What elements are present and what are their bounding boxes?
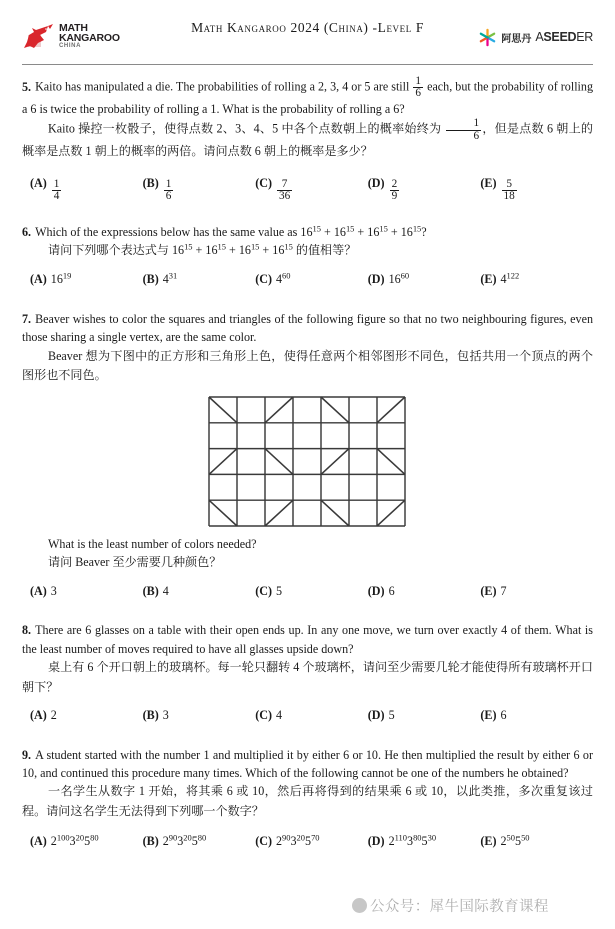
option-value: 5 bbox=[388, 708, 395, 723]
option-value bbox=[389, 832, 436, 850]
term-base: 2 bbox=[162, 833, 169, 848]
aseeder-seed: SEED bbox=[543, 30, 577, 44]
fraction-denominator: 4 bbox=[53, 190, 60, 203]
term-base: 5 bbox=[305, 833, 312, 848]
question-5-options bbox=[22, 174, 593, 203]
option-label: (C) bbox=[255, 833, 272, 848]
option-base: 4 bbox=[500, 271, 507, 286]
option-label: (E) bbox=[480, 708, 497, 723]
option-value bbox=[276, 832, 320, 850]
option-value: 4 bbox=[275, 708, 283, 723]
option-label: (E) bbox=[480, 833, 497, 848]
question-6 bbox=[22, 223, 593, 288]
term-exponent: 80 bbox=[90, 832, 99, 843]
term-base: 5 bbox=[515, 833, 522, 848]
option-value: 6 bbox=[388, 583, 395, 598]
option-c[interactable] bbox=[255, 832, 368, 850]
option-b[interactable] bbox=[143, 270, 256, 288]
option-exponent: 60 bbox=[282, 270, 291, 281]
term-base: 3 bbox=[407, 833, 414, 848]
option-d[interactable] bbox=[368, 582, 481, 600]
term-exponent: 100 bbox=[56, 832, 70, 843]
question-7-number: 7. bbox=[22, 312, 32, 327]
option-base: 16 bbox=[388, 271, 401, 286]
grid-diagonals bbox=[209, 397, 405, 526]
option-label: (D) bbox=[367, 175, 385, 190]
fraction-numerator: 1 bbox=[53, 177, 60, 190]
logo-line-math: MATH bbox=[59, 22, 88, 35]
question-7-options bbox=[22, 582, 593, 600]
watermark bbox=[352, 895, 549, 916]
grid-figure bbox=[208, 396, 407, 527]
question-7-en-text: Beaver wishes to color the squares and triangles of the following figure so that no two neighbouring figures, even those sharing a single vertex, are the same color. bbox=[22, 312, 593, 345]
option-value: 5 bbox=[275, 583, 283, 598]
fraction-numerator: 1 bbox=[165, 177, 172, 190]
term-exponent: 110 bbox=[394, 832, 408, 843]
term-exponent: 50 bbox=[506, 832, 516, 843]
question-6-en-text: Which of the expressions below has the same value as $16^{15} + 16^{15} + 16^{15} + 16^{15}$? bbox=[35, 223, 427, 239]
option-value: 6 bbox=[500, 708, 507, 723]
page-title: Math Kangaroo 2024 (China) -Level F bbox=[191, 20, 424, 35]
option-d[interactable] bbox=[368, 706, 481, 724]
option-value bbox=[276, 270, 291, 288]
option-b[interactable] bbox=[143, 832, 256, 850]
aseeder-star-icon bbox=[478, 28, 497, 47]
fraction-numerator: 5 bbox=[506, 177, 512, 190]
option-exponent: 31 bbox=[168, 270, 178, 281]
option-value: 7 bbox=[500, 583, 507, 598]
term-exponent: 90 bbox=[282, 832, 291, 843]
aseeder-er: ER bbox=[576, 30, 593, 44]
fraction-numerator: 1 bbox=[473, 117, 480, 130]
option-label: (C) bbox=[255, 175, 272, 190]
option-label: (A) bbox=[30, 175, 47, 190]
option-value bbox=[52, 179, 62, 203]
page-header bbox=[22, 0, 593, 60]
option-label: (B) bbox=[142, 583, 159, 598]
term-base: 3 bbox=[290, 833, 297, 848]
option-label: (A) bbox=[30, 271, 47, 286]
term-exponent: 80 bbox=[197, 832, 207, 843]
question-5 bbox=[22, 76, 593, 203]
term-base: 3 bbox=[69, 833, 76, 848]
question-7-english bbox=[22, 310, 593, 347]
math-kangaroo-wordmark bbox=[59, 24, 120, 50]
question-5-cn-part2: ，但是点数 6 朝上的概率是点数 1 朝上的概率的两倍。请问点数 6 朝上的概率是多少？ bbox=[22, 121, 593, 159]
question-9-en-text: A student started with the number 1 and multiplied it by either 6 or 10. He then multiplied the result by either 6 or 10, and continued this procedure many times. Which of the following cannot be one of the numbers he obtained? bbox=[22, 747, 593, 780]
term-base: 2 bbox=[500, 833, 507, 848]
option-a[interactable] bbox=[30, 832, 143, 850]
logo-line-china: CHINA bbox=[59, 43, 81, 50]
option-label: (E) bbox=[480, 271, 497, 286]
option-value bbox=[164, 179, 174, 203]
option-d[interactable] bbox=[368, 174, 481, 203]
question-6-english bbox=[22, 223, 593, 241]
fraction-denominator: 18 bbox=[503, 190, 515, 203]
fraction-numerator: 7 bbox=[281, 177, 288, 190]
option-a[interactable] bbox=[30, 582, 143, 600]
term-base: 2 bbox=[388, 833, 395, 848]
question-5-cn-part1: Kaito 操控一枚骰子，使得点数 2、3、4、5 中各个点数朝上的概率始终为 bbox=[48, 121, 445, 136]
fraction-denominator: 6 bbox=[165, 190, 172, 203]
option-label: (C) bbox=[255, 708, 272, 723]
option-label: (D) bbox=[367, 583, 385, 598]
option-value: 3 bbox=[162, 708, 169, 723]
option-label: (E) bbox=[480, 583, 497, 598]
question-5-cn-fraction bbox=[446, 118, 482, 142]
option-label: (A) bbox=[30, 833, 47, 848]
option-value bbox=[389, 270, 410, 288]
option-value bbox=[163, 832, 207, 850]
option-value bbox=[502, 179, 517, 203]
option-label: (B) bbox=[142, 708, 159, 723]
option-label: (D) bbox=[367, 708, 385, 723]
option-exponent: 19 bbox=[62, 270, 72, 281]
question-8 bbox=[22, 621, 593, 724]
logo-line-kangaroo: KANGAROO bbox=[59, 31, 120, 44]
question-5-en-part1: Kaito has manipulated a die. The probabilities of rolling a 2, 3, 4 or 5 are still bbox=[35, 79, 413, 94]
wechat-icon bbox=[352, 898, 367, 913]
option-c[interactable] bbox=[255, 706, 368, 724]
option-value: 4 bbox=[162, 583, 169, 598]
option-value bbox=[51, 270, 72, 288]
option-base: 4 bbox=[275, 271, 283, 286]
option-label: (C) bbox=[255, 583, 272, 598]
option-base: 4 bbox=[162, 271, 169, 286]
option-value bbox=[163, 270, 178, 288]
question-7-chinese: Beaver 想为下图中的正方形和三角形上色，使得任意两个相邻图形不同色，包括共用一个顶点的两个图形也不同色。 bbox=[22, 348, 593, 383]
option-c[interactable] bbox=[255, 270, 368, 288]
question-5-en-fraction bbox=[413, 76, 423, 100]
term-exponent: 20 bbox=[183, 832, 192, 843]
option-e[interactable] bbox=[480, 582, 593, 600]
question-5-number: 5. bbox=[22, 79, 32, 94]
option-value bbox=[501, 832, 530, 850]
question-6-options bbox=[22, 270, 593, 288]
option-value bbox=[277, 179, 292, 203]
term-exponent: 70 bbox=[311, 832, 320, 843]
term-exponent: 20 bbox=[75, 832, 85, 843]
term-base: 2 bbox=[275, 833, 283, 848]
math-kangaroo-logo bbox=[22, 23, 162, 51]
option-b[interactable] bbox=[143, 174, 256, 203]
option-b[interactable] bbox=[143, 706, 256, 724]
question-6-number: 6. bbox=[22, 224, 32, 239]
option-e[interactable] bbox=[480, 832, 593, 850]
question-9-english bbox=[22, 746, 593, 783]
option-label: (B) bbox=[142, 271, 159, 286]
option-e[interactable] bbox=[480, 706, 593, 724]
term-base: 5 bbox=[191, 833, 198, 848]
question-6-chinese bbox=[22, 241, 593, 261]
option-c[interactable] bbox=[255, 582, 368, 600]
kangaroo-icon bbox=[22, 23, 56, 51]
option-label: (D) bbox=[367, 271, 385, 286]
option-value bbox=[501, 270, 520, 288]
fraction-denominator: 36 bbox=[278, 190, 291, 203]
question-6-cn-text: 请问下列哪个表达式与 $16^{15} + 16^{15} + 16^{15} + 16^{15}$ 的值相等？ bbox=[48, 241, 357, 258]
term-exponent: 20 bbox=[296, 832, 306, 843]
option-b[interactable] bbox=[143, 582, 256, 600]
aseeder-english-name bbox=[535, 30, 593, 44]
option-label: (D) bbox=[367, 833, 385, 848]
question-5-en-part2: each, but the probability of rolling a 6 is twice the probability of rolling a 1. What is the probability of rolling a 6? bbox=[22, 79, 594, 116]
term-base: 3 bbox=[177, 833, 184, 848]
option-exponent: 60 bbox=[400, 270, 410, 281]
question-8-number: 8. bbox=[22, 623, 32, 638]
aseeder-a: A bbox=[535, 30, 544, 44]
option-label: (A) bbox=[30, 708, 47, 723]
question-8-english bbox=[22, 621, 593, 658]
option-a[interactable] bbox=[30, 706, 143, 724]
fraction-denominator: 9 bbox=[391, 190, 398, 203]
option-label: (C) bbox=[255, 271, 272, 286]
option-base: 16 bbox=[50, 271, 63, 286]
aseeder-chinese-name: 阿思丹 bbox=[501, 33, 532, 45]
option-value bbox=[390, 179, 400, 203]
question-7 bbox=[22, 310, 593, 600]
fraction-denominator: 6 bbox=[415, 87, 422, 100]
fraction-denominator: 6 bbox=[446, 130, 482, 142]
question-7-figure-wrap bbox=[22, 396, 593, 527]
option-exponent: 122 bbox=[506, 270, 520, 281]
watermark-text: 公众号：犀牛国际教育课程 bbox=[370, 899, 549, 915]
term-exponent: 80 bbox=[413, 832, 422, 843]
aseeder-logo bbox=[453, 28, 593, 47]
question-8-chinese: 桌上有 6 个开口朝上的玻璃杯。每一轮只翻转 4 个玻璃杯，请问至少需要几轮才能使得所有玻璃杯开口朝下？ bbox=[22, 660, 593, 694]
option-label: (E) bbox=[480, 175, 497, 190]
term-base: 2 bbox=[50, 833, 57, 848]
option-e[interactable] bbox=[480, 270, 593, 288]
question-7-cn-question: 请问 Beaver 至少需要几种颜色？ bbox=[48, 555, 222, 570]
option-value: 3 bbox=[50, 583, 57, 598]
fraction-numerator: 1 bbox=[415, 75, 422, 87]
option-value bbox=[51, 832, 99, 850]
option-label: (B) bbox=[142, 175, 159, 190]
option-value: 2 bbox=[50, 708, 57, 723]
option-c[interactable] bbox=[255, 174, 368, 203]
option-d[interactable] bbox=[368, 270, 481, 288]
term-base: 5 bbox=[84, 833, 91, 848]
term-exponent: 30 bbox=[427, 832, 437, 843]
option-e[interactable] bbox=[480, 174, 593, 203]
option-a[interactable] bbox=[30, 174, 143, 203]
question-5-chinese bbox=[22, 118, 593, 162]
term-exponent: 90 bbox=[168, 832, 178, 843]
question-8-options bbox=[22, 706, 593, 724]
option-label: (B) bbox=[142, 833, 159, 848]
fraction-numerator: 2 bbox=[391, 177, 398, 190]
term-base: 5 bbox=[421, 833, 428, 848]
question-9-options bbox=[22, 832, 593, 850]
question-5-english bbox=[22, 76, 593, 118]
term-exponent: 50 bbox=[521, 832, 530, 843]
option-a[interactable] bbox=[30, 270, 143, 288]
question-7-en-question: What is the least number of colors needed? bbox=[48, 537, 257, 551]
header-divider bbox=[22, 64, 593, 65]
question-9-chinese: 一名学生从数字 1 开始，将其乘 6 或 10，然后再将得到的结果乘 6 或 10，以此类推，多次重复该过程。请问这名学生无法得到下列哪一个数字？ bbox=[22, 784, 593, 818]
option-d[interactable] bbox=[368, 832, 481, 850]
question-8-en-text: There are 6 glasses on a table with their open ends up. In any one move, we turn over exactly 4 of them. What is the least number of moves required to have all glasses upside down? bbox=[22, 623, 593, 656]
question-9 bbox=[22, 746, 593, 850]
question-9-number: 9. bbox=[22, 747, 32, 762]
option-label: (A) bbox=[30, 583, 47, 598]
